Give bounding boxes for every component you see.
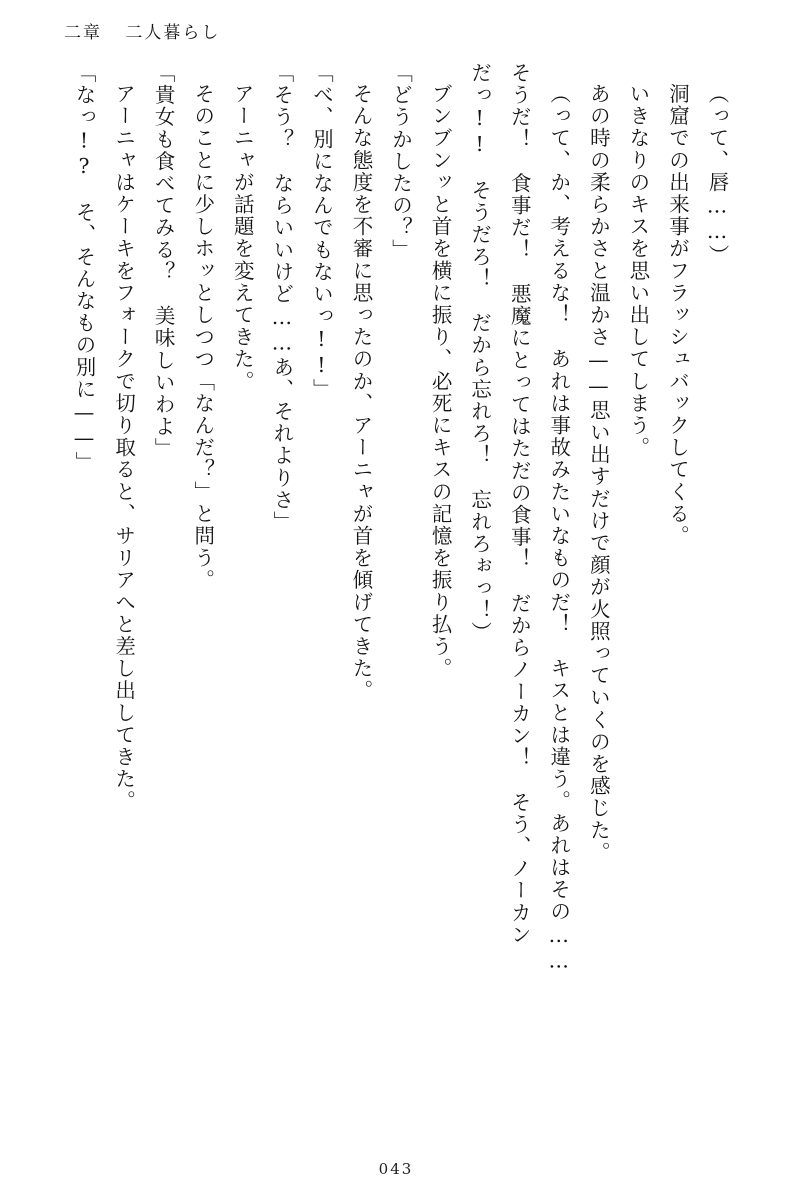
body-line: アーニャはケーキをフォークで切り取ると、サリアへと差し出してきた。 (111, 82, 136, 812)
body-line: そんな態度を不審に思ったのか、アーニャが首を傾げてきた。 (348, 82, 373, 702)
page-number: 043 (378, 1160, 414, 1178)
body-line: 「なっ!? そ、そんなもの別に——」 (72, 62, 96, 474)
body-line: 「貴女も食べてみる？ 美味しいわよ」 (151, 62, 176, 460)
body-line: 「べ、別になんでもないっ!!」 (309, 62, 334, 401)
body-line: アーニャが話題を変えてきた。 (230, 82, 255, 392)
body-line: 「そう？ ならいいけど……あ、それよりさ」 (269, 62, 294, 534)
vertical-text-block (63, 62, 736, 1102)
body-line: （って、か、考えるな！ あれは事故みたいなものだ！ キスとは違う。あれはその…… (546, 82, 571, 974)
body-line: いきなりのキスを思い出してしまう。 (625, 82, 650, 459)
body-line: 洞窟での出来事がフラッシュバックしてくる。 (665, 82, 690, 547)
body-line: だっ!! そうだろ！ だから忘れろ！ 忘れろぉっ！） (467, 62, 492, 644)
body-line: あの時の柔らかさと温かさ——思い出すだけで顔が火照っていくのを感じた。 (586, 82, 611, 863)
chapter-number: 二章 (64, 23, 102, 43)
body-line: ブンブンッと首を横に振り、必死にキスの記憶を振り払う。 (428, 82, 453, 680)
body-line: そうだ！ 食事だ！ 悪魔にとってはただの食事！ だからノーカン！ そう、ノーカン (507, 62, 532, 946)
body-line: （って、唇……） (705, 82, 729, 267)
body-line: そのことに少しホッとしつつ「なんだ？」と問う。 (190, 82, 215, 591)
body-line: 「どうかしたの？」 (388, 62, 413, 261)
page-body (56, 62, 736, 1112)
running-header (64, 18, 220, 43)
chapter-title: 二人暮らし (125, 23, 221, 43)
